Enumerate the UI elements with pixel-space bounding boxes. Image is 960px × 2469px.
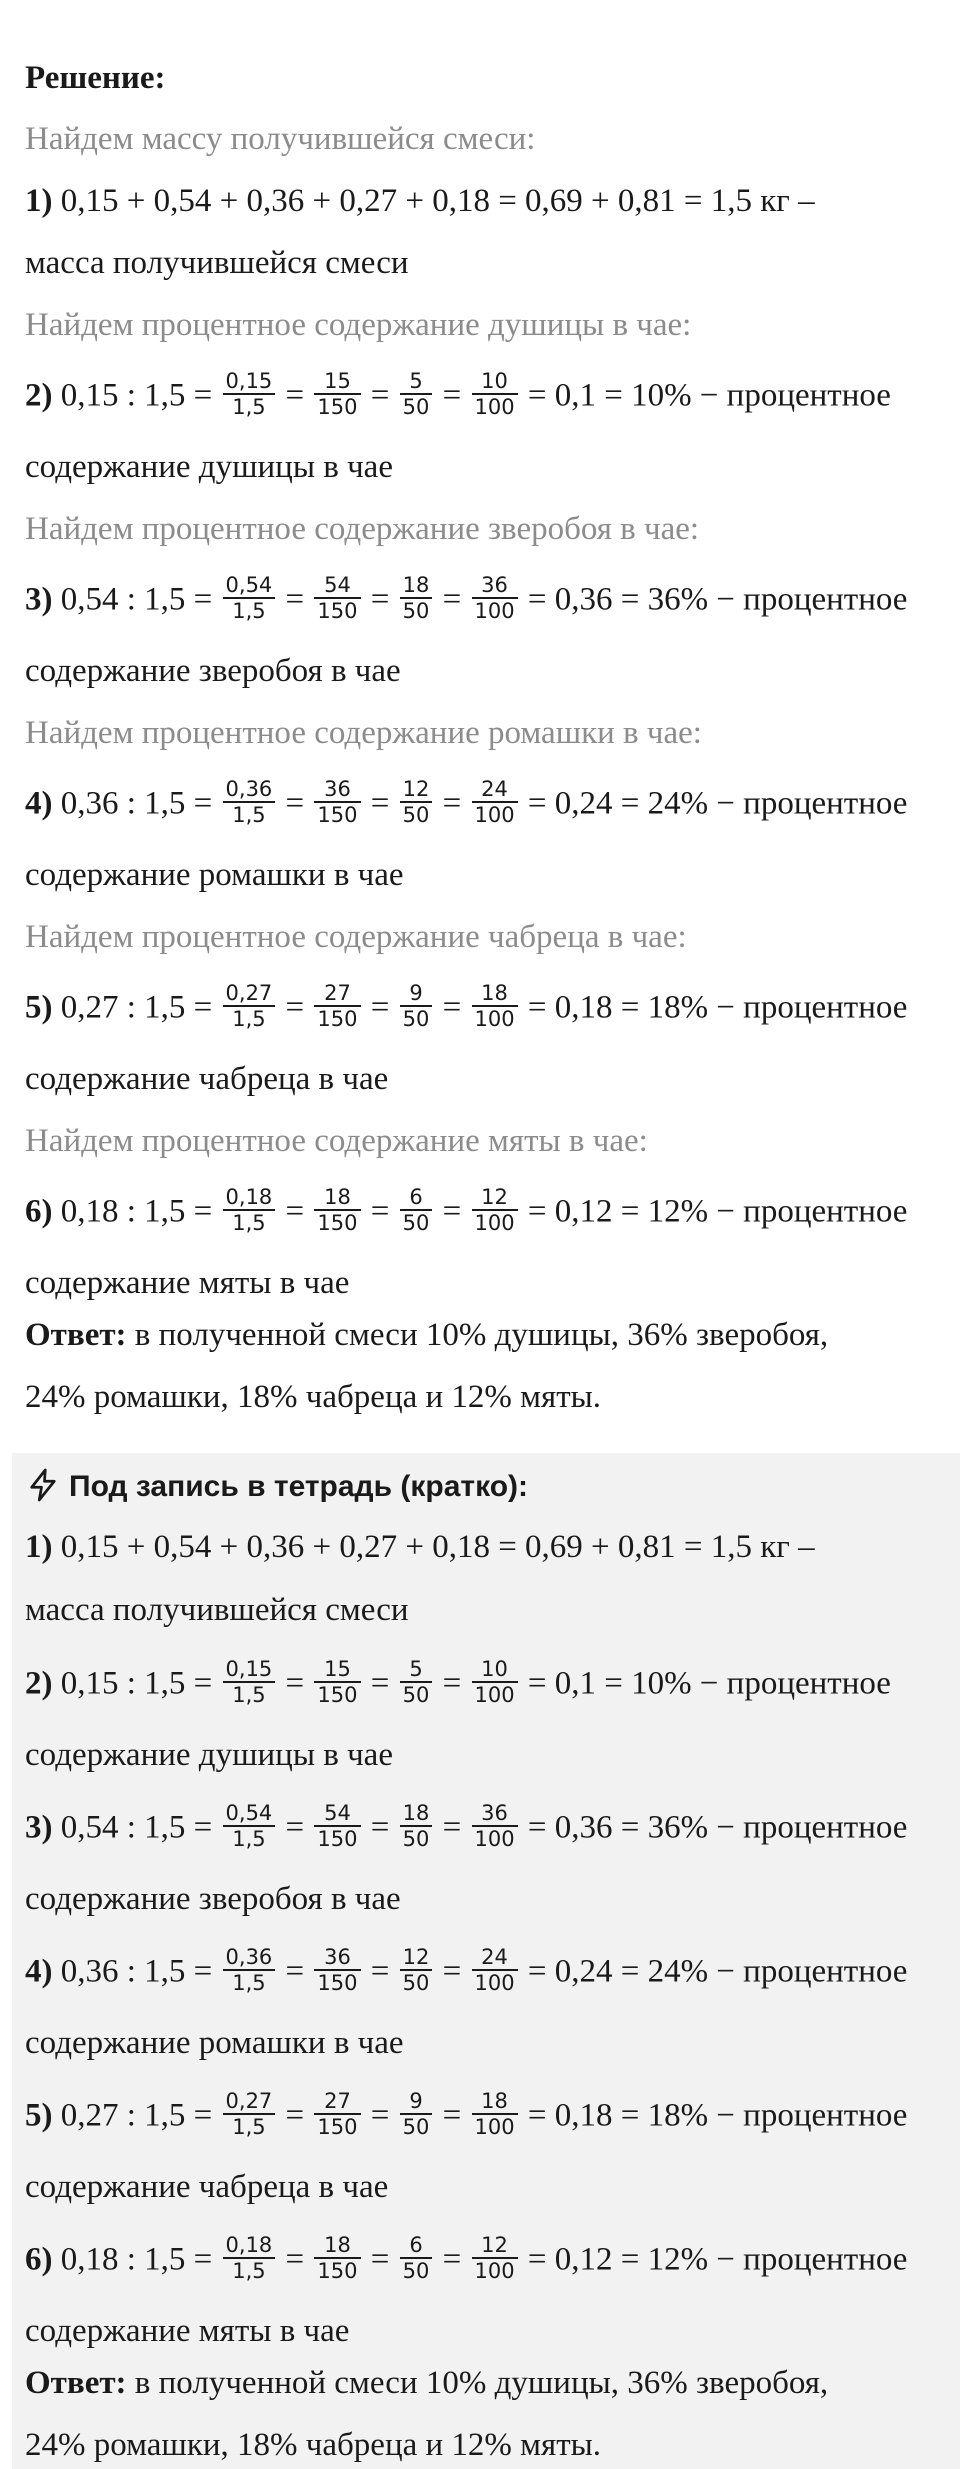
step-rhs: = 0,12 = 12% − процентное xyxy=(527,2241,908,2278)
fraction xyxy=(400,2089,433,2139)
brief-step-6-line: 6) 0,18 : 1,5 = $\frac{0,18}{1,5}$ = $\frac{18}{150}$ = $\frac{6}{50}$ = $\frac{12}{100}$ = 0,12 = 12% − процентное xyxy=(25,2233,908,2283)
fraction-numerator: 6 xyxy=(400,1185,433,1211)
fraction-numerator: 18 xyxy=(400,1801,433,1827)
brief-step-6-continuation: содержание мяты в чае xyxy=(25,2313,350,2349)
fraction xyxy=(472,1945,518,1995)
fraction xyxy=(223,777,276,827)
fraction-denominator: 100 xyxy=(474,1683,515,1707)
fraction xyxy=(314,1185,360,1235)
step-number: 2) xyxy=(25,377,53,414)
fraction-denominator: 150 xyxy=(317,395,358,419)
fraction-numerator: 36 xyxy=(314,777,360,803)
fraction xyxy=(223,1945,276,1995)
fraction-denominator: 1,5 xyxy=(232,599,266,623)
step-lhs: 0,27 : 1,5 = xyxy=(60,989,213,1026)
step-number: 5) xyxy=(25,2097,53,2134)
step-lhs: 0,54 : 1,5 = xyxy=(60,581,213,618)
fraction-numerator: 54 xyxy=(314,573,360,599)
fraction xyxy=(223,1801,276,1851)
step-lhs: 0,36 : 1,5 = xyxy=(60,1953,213,1990)
step-lhs: 0,15 : 1,5 = xyxy=(60,377,213,414)
fraction-denominator: 1,5 xyxy=(232,1211,266,1235)
fraction-denominator: 1,5 xyxy=(232,803,266,827)
fraction-denominator: 100 xyxy=(474,2115,515,2139)
fraction-denominator: 1,5 xyxy=(232,395,266,419)
fraction-denominator: 1,5 xyxy=(232,1007,266,1031)
fraction-numerator: 6 xyxy=(400,2233,433,2259)
step-number: 1) xyxy=(25,183,53,219)
fraction-denominator: 50 xyxy=(402,599,430,623)
fraction-numerator: 12 xyxy=(400,777,433,803)
fraction-numerator: 18 xyxy=(400,573,433,599)
fraction-denominator: 150 xyxy=(317,1683,358,1707)
fraction-numerator: 0,27 xyxy=(223,2089,276,2115)
fraction-denominator: 100 xyxy=(474,395,515,419)
fraction xyxy=(400,981,433,1031)
brief-title-text: Под запись в тетрадь (кратко): xyxy=(69,1470,529,1503)
step-rhs: = 0,18 = 18% − процентное xyxy=(527,989,908,1026)
fraction xyxy=(472,1801,518,1851)
fraction-denominator: 100 xyxy=(474,1827,515,1851)
fraction-denominator: 150 xyxy=(317,1827,358,1851)
fraction-denominator: 1,5 xyxy=(232,1971,266,1995)
fraction-numerator: 0,18 xyxy=(223,2233,276,2259)
fraction xyxy=(223,2089,276,2139)
answer-continuation: 24% ромашки, 18% чабреца и 12% мяты. xyxy=(25,1379,602,1415)
fraction xyxy=(400,573,433,623)
fraction-denominator: 50 xyxy=(402,803,430,827)
fraction-denominator: 100 xyxy=(474,1971,515,1995)
fraction-numerator: 24 xyxy=(472,1945,518,1971)
step-4-line: 4) 0,36 : 1,5 = $\frac{0,36}{1,5}$ = $\frac{36}{150}$ = $\frac{12}{50}$ = $\frac{24}{100}$ = 0,24 = 24% − процентное xyxy=(25,777,908,827)
fraction-denominator: 150 xyxy=(317,803,358,827)
fraction-denominator: 1,5 xyxy=(232,2115,266,2139)
answer-line xyxy=(25,2363,828,2403)
brief-step-4-line: 4) 0,36 : 1,5 = $\frac{0,36}{1,5}$ = $\frac{36}{150}$ = $\frac{12}{50}$ = $\frac{24}{100}$ = 0,24 = 24% − процентное xyxy=(25,1945,908,1995)
brief-step-2-continuation: содержание душицы в чае xyxy=(25,1737,393,1773)
step-rhs: = 0,24 = 24% − процентное xyxy=(527,785,908,822)
fraction-numerator: 5 xyxy=(400,1657,433,1683)
fraction-denominator: 50 xyxy=(402,395,430,419)
step-rhs: = 0,12 = 12% − процентное xyxy=(527,1193,908,1230)
lightning-bolt-icon xyxy=(25,1467,61,1503)
fraction xyxy=(472,573,518,623)
fraction-numerator: 27 xyxy=(314,2089,360,2115)
fraction-denominator: 1,5 xyxy=(232,1827,266,1851)
step-1-continuation: масса получившейся смеси xyxy=(25,1592,409,1628)
fraction xyxy=(223,573,276,623)
fraction-numerator: 12 xyxy=(472,1185,518,1211)
step-1-line xyxy=(25,181,815,221)
fraction-numerator: 0,18 xyxy=(223,1185,276,1211)
step-6-line: 6) 0,18 : 1,5 = $\frac{0,18}{1,5}$ = $\frac{18}{150}$ = $\frac{6}{50}$ = $\frac{12}{100}$ = 0,12 = 12% − процентное xyxy=(25,1185,908,1235)
fraction xyxy=(400,1945,433,1995)
fraction xyxy=(472,2233,518,2283)
fraction-numerator: 0,15 xyxy=(223,1657,276,1683)
answer-text: в полученной смеси 10% душицы, 36% зверобоя, xyxy=(134,1317,829,1353)
fraction-denominator: 50 xyxy=(402,2259,430,2283)
fraction-denominator: 50 xyxy=(402,1827,430,1851)
fraction-denominator: 100 xyxy=(474,803,515,827)
fraction-denominator: 100 xyxy=(474,1211,515,1235)
step-rhs: = 0,18 = 18% − процентное xyxy=(527,2097,908,2134)
fraction xyxy=(223,369,276,419)
fraction xyxy=(223,981,276,1031)
fraction-numerator: 24 xyxy=(472,777,518,803)
fraction xyxy=(472,1185,518,1235)
fraction-denominator: 1,5 xyxy=(232,1683,266,1707)
step-expression: 0,15 + 0,54 + 0,36 + 0,27 + 0,18 = 0,69 + 0,81 = 1,5 кг – xyxy=(60,183,815,219)
step-1-continuation: масса получившейся смеси xyxy=(25,245,409,281)
answer-continuation: 24% ромашки, 18% чабреца и 12% мяты. xyxy=(25,2427,602,2463)
step-number: 3) xyxy=(25,581,53,618)
brief-step-3-continuation: содержание зверобоя в чае xyxy=(25,1881,401,1917)
fraction-numerator: 15 xyxy=(314,369,360,395)
fraction-numerator: 18 xyxy=(472,981,518,1007)
fraction-denominator: 100 xyxy=(474,2259,515,2283)
fraction xyxy=(472,981,518,1031)
hint-step-6: Найдем процентное содержание мяты в чае: xyxy=(25,1123,648,1159)
fraction xyxy=(472,777,518,827)
step-number: 4) xyxy=(25,785,53,822)
step-number: 1) xyxy=(25,1529,53,1565)
hint-step-4: Найдем процентное содержание ромашки в чае: xyxy=(25,715,702,751)
fraction xyxy=(223,2233,276,2283)
step-5-line: 5) 0,27 : 1,5 = $\frac{0,27}{1,5}$ = $\frac{27}{150}$ = $\frac{9}{50}$ = $\frac{18}{100}$ = 0,18 = 18% − процентное xyxy=(25,981,908,1031)
hint-step-5: Найдем процентное содержание чабреца в чае: xyxy=(25,919,687,955)
fraction-numerator: 27 xyxy=(314,981,360,1007)
fraction xyxy=(314,369,360,419)
fraction-numerator: 54 xyxy=(314,1801,360,1827)
fraction-numerator: 12 xyxy=(472,2233,518,2259)
step-expression: 0,15 + 0,54 + 0,36 + 0,27 + 0,18 = 0,69 + 0,81 = 1,5 кг – xyxy=(60,1529,815,1565)
answer-label: Ответ: xyxy=(25,1317,127,1353)
fraction-denominator: 50 xyxy=(402,2115,430,2139)
step-number: 3) xyxy=(25,1809,53,1846)
step-rhs: = 0,36 = 36% − процентное xyxy=(527,1809,908,1846)
fraction-numerator: 0,27 xyxy=(223,981,276,1007)
fraction-numerator: 18 xyxy=(314,1185,360,1211)
fraction xyxy=(400,1185,433,1235)
fraction-numerator: 9 xyxy=(400,2089,433,2115)
brief-step-5-line: 5) 0,27 : 1,5 = $\frac{0,27}{1,5}$ = $\frac{27}{150}$ = $\frac{9}{50}$ = $\frac{18}{100}$ = 0,18 = 18% − процентное xyxy=(25,2089,908,2139)
fraction-numerator: 18 xyxy=(472,2089,518,2115)
brief-step-5-continuation: содержание чабреца в чае xyxy=(25,2169,389,2205)
fraction xyxy=(400,1657,433,1707)
fraction xyxy=(472,1657,518,1707)
fraction-numerator: 0,54 xyxy=(223,573,276,599)
fraction-numerator: 36 xyxy=(472,573,518,599)
fraction-numerator: 0,36 xyxy=(223,777,276,803)
answer-line xyxy=(25,1315,828,1355)
solution-heading: Решение: xyxy=(25,60,166,96)
brief-step-4-continuation: содержание ромашки в чае xyxy=(25,2025,404,2061)
step-4-continuation: содержание ромашки в чае xyxy=(25,857,404,893)
fraction xyxy=(314,2233,360,2283)
step-number: 6) xyxy=(25,1193,53,1230)
fraction-denominator: 150 xyxy=(317,1971,358,1995)
answer-label: Ответ: xyxy=(25,2365,127,2401)
fraction-numerator: 5 xyxy=(400,369,433,395)
hint-step-3: Найдем процентное содержание зверобоя в чае: xyxy=(25,511,700,547)
step-2-continuation: содержание душицы в чае xyxy=(25,449,393,485)
step-lhs: 0,27 : 1,5 = xyxy=(60,2097,213,2134)
fraction-denominator: 150 xyxy=(317,1007,358,1031)
brief-title xyxy=(25,1467,528,1507)
fraction-numerator: 36 xyxy=(314,1945,360,1971)
step-rhs: = 0,1 = 10% − процентное xyxy=(527,377,891,414)
fraction-numerator: 10 xyxy=(472,1657,518,1683)
fraction-numerator: 0,15 xyxy=(223,369,276,395)
step-rhs: = 0,1 = 10% − процентное xyxy=(527,1665,891,1702)
fraction-denominator: 50 xyxy=(402,1971,430,1995)
fraction xyxy=(472,2089,518,2139)
fraction xyxy=(223,1657,276,1707)
fraction xyxy=(314,981,360,1031)
fraction xyxy=(400,1801,433,1851)
step-3-line: 3) 0,54 : 1,5 = $\frac{0,54}{1,5}$ = $\frac{54}{150}$ = $\frac{18}{50}$ = $\frac{36}{100}$ = 0,36 = 36% − процентное xyxy=(25,573,908,623)
brief-step-3-line: 3) 0,54 : 1,5 = $\frac{0,54}{1,5}$ = $\frac{54}{150}$ = $\frac{18}{50}$ = $\frac{36}{100}$ = 0,36 = 36% − процентное xyxy=(25,1801,908,1851)
step-lhs: 0,54 : 1,5 = xyxy=(60,1809,213,1846)
step-lhs: 0,18 : 1,5 = xyxy=(60,2241,213,2278)
fraction xyxy=(400,2233,433,2283)
answer-text: в полученной смеси 10% душицы, 36% зверобоя, xyxy=(134,2365,829,2401)
fraction-denominator: 1,5 xyxy=(232,2259,266,2283)
hint-mass: Найдем массу получившейся смеси: xyxy=(25,121,536,157)
fraction-numerator: 9 xyxy=(400,981,433,1007)
fraction-denominator: 50 xyxy=(402,1683,430,1707)
fraction xyxy=(314,777,360,827)
step-rhs: = 0,24 = 24% − процентное xyxy=(527,1953,908,1990)
fraction xyxy=(314,1801,360,1851)
fraction-denominator: 100 xyxy=(474,1007,515,1031)
step-1-line xyxy=(25,1527,815,1567)
step-3-continuation: содержание зверобоя в чае xyxy=(25,653,401,689)
fraction-denominator: 150 xyxy=(317,2115,358,2139)
fraction-denominator: 50 xyxy=(402,1211,430,1235)
fraction-numerator: 0,54 xyxy=(223,1801,276,1827)
fraction xyxy=(314,2089,360,2139)
step-lhs: 0,18 : 1,5 = xyxy=(60,1193,213,1230)
step-lhs: 0,15 : 1,5 = xyxy=(60,1665,213,1702)
fraction-denominator: 150 xyxy=(317,1211,358,1235)
fraction xyxy=(223,1185,276,1235)
step-number: 6) xyxy=(25,2241,53,2278)
step-2-line: 2) 0,15 : 1,5 = $\frac{0,15}{1,5}$ = $\frac{15}{150}$ = $\frac{5}{50}$ = $\frac{10}{100}$ = 0,1 = 10% − процентное xyxy=(25,369,891,419)
fraction-denominator: 50 xyxy=(402,1007,430,1031)
step-number: 5) xyxy=(25,989,53,1026)
step-rhs: = 0,36 = 36% − процентное xyxy=(527,581,908,618)
fraction-denominator: 150 xyxy=(317,599,358,623)
fraction xyxy=(400,369,433,419)
fraction xyxy=(314,573,360,623)
fraction-numerator: 36 xyxy=(472,1801,518,1827)
step-number: 4) xyxy=(25,1953,53,1990)
step-5-continuation: содержание чабреца в чае xyxy=(25,1061,389,1097)
fraction-denominator: 150 xyxy=(317,2259,358,2283)
step-lhs: 0,36 : 1,5 = xyxy=(60,785,213,822)
fraction xyxy=(472,369,518,419)
fraction-numerator: 15 xyxy=(314,1657,360,1683)
fraction-numerator: 12 xyxy=(400,1945,433,1971)
fraction xyxy=(314,1945,360,1995)
step-6-continuation: содержание мяты в чае xyxy=(25,1265,350,1301)
fraction-numerator: 10 xyxy=(472,369,518,395)
hint-step-2: Найдем процентное содержание душицы в чае: xyxy=(25,307,692,343)
brief-step-2-line: 2) 0,15 : 1,5 = $\frac{0,15}{1,5}$ = $\frac{15}{150}$ = $\frac{5}{50}$ = $\frac{10}{100}$ = 0,1 = 10% − процентное xyxy=(25,1657,891,1707)
fraction xyxy=(400,777,433,827)
fraction xyxy=(314,1657,360,1707)
fraction-numerator: 0,36 xyxy=(223,1945,276,1971)
step-number: 2) xyxy=(25,1665,53,1702)
fraction-numerator: 18 xyxy=(314,2233,360,2259)
fraction-denominator: 100 xyxy=(474,599,515,623)
